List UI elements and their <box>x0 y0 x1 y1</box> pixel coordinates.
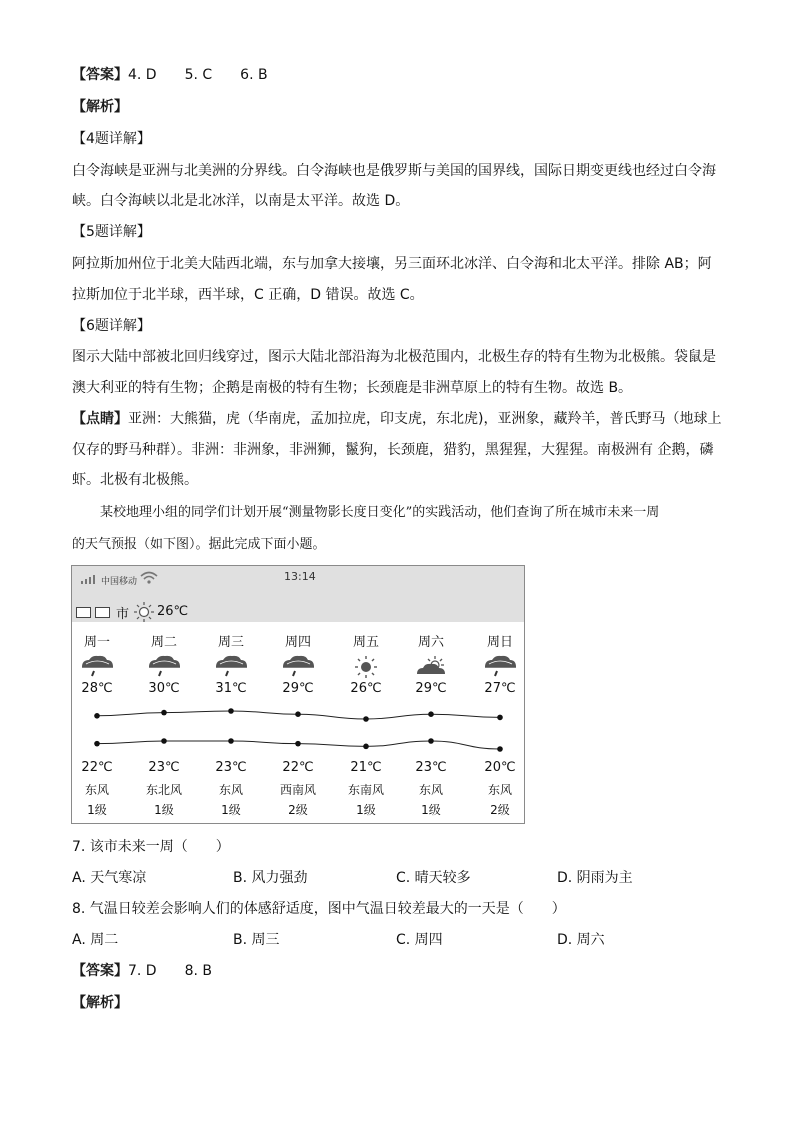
intro-line-1: 某校地理小组的同学们计划开展“测量物影长度日变化”的实践活动，他们查询了所在城市未来一周 <box>100 505 660 520</box>
city-suffix: 市 <box>116 607 130 622</box>
city-char-placeholder <box>95 607 110 618</box>
rain-cloud-icon <box>134 654 194 680</box>
q7-option-b: B. 风力强劲 <box>233 870 308 886</box>
q8-option-d: D. 周六 <box>557 932 605 948</box>
day-label: 周六 <box>417 635 444 650</box>
wind-direction: 东风 <box>487 783 512 797</box>
answer-tag: 【答案】 <box>72 67 128 83</box>
q5-line-1: 阿拉斯加州位于北美大陆西北端，东与加拿大接壤，另三面环北冰洋、白令海和北太平洋。排除 AB；阿 <box>72 256 712 272</box>
answer-line-2 <box>72 961 212 981</box>
analysis-tag-2: 【解析】 <box>72 995 128 1011</box>
wind-level: 1级 <box>221 803 241 817</box>
rain-cloud-icon <box>67 654 127 680</box>
wind-direction: 西南风 <box>279 783 316 797</box>
high-temp: 28℃ <box>81 681 113 696</box>
day-label: 周日 <box>486 635 513 650</box>
high-temp-point <box>363 716 369 722</box>
wind-level: 2级 <box>490 803 510 817</box>
wifi-icon <box>140 571 158 584</box>
answer-tag-2: 【答案】 <box>72 963 128 979</box>
day-label: 周五 <box>352 635 379 650</box>
high-temp-point <box>428 711 434 717</box>
q4-line-1: 白令海峡是亚洲与北美洲的分界线。白令海峡也是俄罗斯与美国的国界线，国际日期变更线也经过白令海 <box>72 163 716 179</box>
low-temp-point <box>497 746 503 752</box>
q8-option-b: B. 周三 <box>233 932 280 948</box>
low-temp-point <box>428 738 434 744</box>
rain-cloud-icon <box>470 654 530 680</box>
intro-line-2: 的天气预报（如下图）。据此完成下面小题。 <box>72 537 326 552</box>
wind-direction: 东北风 <box>145 783 182 797</box>
wind-direction: 东风 <box>84 783 109 797</box>
high-temp: 26℃ <box>350 681 382 696</box>
wind-direction: 东南风 <box>347 783 384 797</box>
wind-level: 1级 <box>87 803 107 817</box>
q5-tag: 【5题详解】 <box>72 224 151 240</box>
tip-tag: 【点睛】 <box>72 411 128 427</box>
high-temp: 29℃ <box>282 681 314 696</box>
low-temp: 23℃ <box>215 760 247 775</box>
wind-level: 1级 <box>356 803 376 817</box>
low-temp-point <box>94 741 100 747</box>
low-temp: 22℃ <box>282 760 314 775</box>
low-temp: 23℃ <box>148 760 180 775</box>
q4-tag: 【4题详解】 <box>72 131 151 147</box>
q7-option-c: C. 晴天较多 <box>396 870 471 886</box>
high-temp-point <box>94 713 100 719</box>
weather-forecast-widget <box>71 565 525 824</box>
current-temperature: 26℃ <box>157 604 189 619</box>
high-temp: 30℃ <box>148 681 180 696</box>
high-temp: 27℃ <box>484 681 516 696</box>
low-temp-point <box>363 744 369 750</box>
high-temp-point <box>228 708 234 714</box>
sun-icon <box>336 654 396 680</box>
wind-level: 1级 <box>421 803 441 817</box>
low-temp: 23℃ <box>415 760 447 775</box>
q8-option-c: C. 周四 <box>396 932 443 948</box>
wind-level: 2级 <box>288 803 308 817</box>
wind-direction: 东风 <box>218 783 243 797</box>
tip-line-1 <box>72 409 721 429</box>
high-temp-point <box>295 711 301 717</box>
q4-line-2: 峡。白令海峡以北是北冰洋，以南是太平洋。故选 D。 <box>72 193 410 209</box>
analysis-tag: 【解析】 <box>72 99 128 115</box>
high-temp-point <box>161 710 167 716</box>
low-temp-point <box>161 738 167 744</box>
wind-direction: 东风 <box>418 783 443 797</box>
low-temp-point <box>228 738 234 744</box>
q8-option-a: A. 周二 <box>72 932 119 948</box>
answer-text-2: 7. D 8. B <box>128 963 212 979</box>
q7-option-d: D. 阴雨为主 <box>557 870 633 886</box>
wind-level: 1级 <box>154 803 174 817</box>
carrier-name: 中国移动 <box>101 577 138 587</box>
phone-status-bar <box>72 566 524 622</box>
rain-cloud-icon <box>201 654 261 680</box>
low-temp: 21℃ <box>350 760 382 775</box>
temperature-curves <box>72 696 524 756</box>
low-temp: 22℃ <box>81 760 113 775</box>
q6-tag: 【6题详解】 <box>72 318 151 334</box>
signal-icon <box>81 575 97 584</box>
high-temp: 31℃ <box>215 681 247 696</box>
q6-line-2: 澳大利亚的特有生物；企鹅是南极的特有生物；长颈鹿是非洲草原上的特有生物。故选 B。 <box>72 380 633 396</box>
tip-line-3: 虾。北极有北极熊。 <box>72 472 198 488</box>
day-label: 周二 <box>150 635 177 650</box>
high-temp: 29℃ <box>415 681 447 696</box>
sun-icon <box>133 601 155 623</box>
q5-line-2: 拉斯加位于北半球，西半球，C 正确，D 错误。故选 C。 <box>72 287 424 303</box>
tip-line-2: 仅存的野马种群）。非洲：非洲象，非洲狮，鬣狗，长颈鹿，猎豹，黑猩猩，大猩猩。南极洲有 企鹅，磷 <box>72 442 714 458</box>
day-label: 周四 <box>284 635 311 650</box>
high-temp-point <box>497 715 503 721</box>
answer-line-1 <box>72 65 268 85</box>
partly-cloudy-icon <box>401 654 461 680</box>
rain-cloud-icon <box>268 654 328 680</box>
q7-stem: 7. 该市未来一周（ ） <box>72 839 230 855</box>
q7-option-a: A. 天气寒凉 <box>72 870 147 886</box>
q6-line-1: 图示大陆中部被北回归线穿过，图示大陆北部沿海为北极范围内，北极生存的特有生物为北极熊。袋鼠是 <box>72 349 716 365</box>
q8-stem: 8. 气温日较差会影响人们的体感舒适度，图中气温日较差最大的一天是（ ） <box>72 901 566 917</box>
low-temp: 20℃ <box>484 760 516 775</box>
status-time: 13:14 <box>284 570 316 583</box>
low-temp-point <box>295 741 301 747</box>
day-label: 周三 <box>217 635 244 650</box>
day-label: 周一 <box>83 635 110 650</box>
tip-text-1: 亚洲：大熊猫，虎（华南虎，孟加拉虎，印支虎，东北虎)，亚洲象，藏羚羊，普氏野马（地球上 <box>128 411 722 427</box>
answer-text: 4. D 5. C 6. B <box>128 67 268 83</box>
city-char-placeholder <box>76 607 91 618</box>
